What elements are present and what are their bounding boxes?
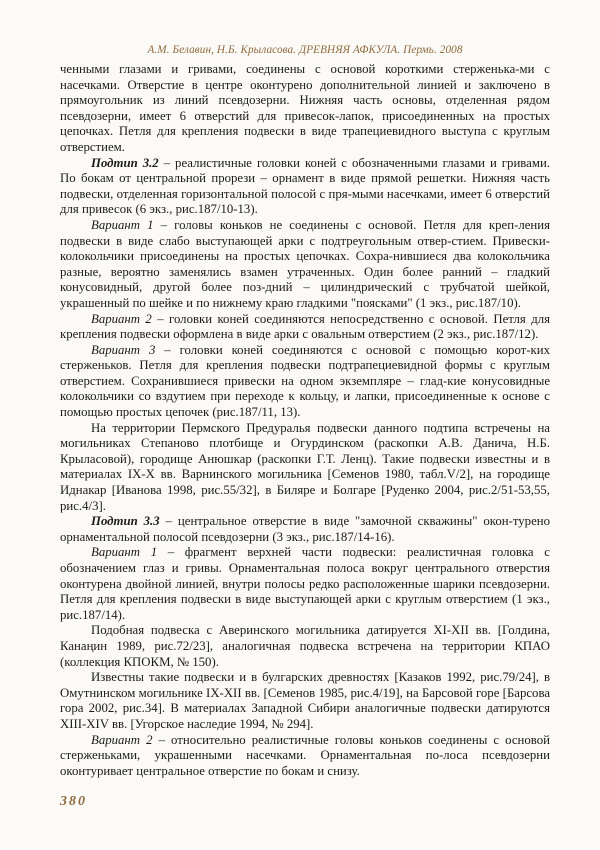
variant-heading: Вариант 2 xyxy=(91,732,153,747)
variant-heading: Вариант 2 xyxy=(91,311,152,326)
paragraph: На территории Пермского Предуралья подвески данного подтипа встречены на могильниках Степаново плотбище и Огурдинском (раскопки А.В. Данича, Н.Б. Крыласовой), городище Анюшкар (раскопки Г.Т. Ленц). Такие подвески известны и в материалах IX-X вв. Варнинского могильника [Семенов 1980, табл.V/2], на городище Иднакар [Иванова 1998, рис.55/32], в Билярe и Болгаре [Руденко 2004, рис.2/51-53,55, рис.4/3]. xyxy=(60,420,550,513)
subtype-heading: Подтип 3.3 xyxy=(91,514,160,529)
subtype-heading: Подтип 3.2 xyxy=(91,155,159,170)
paragraph-variant: Вариант 2 – относительно реалистичные головы коньков соединены с основой стерженьками, украшенными насечками. Орнаментальная по-лоса псевдозерни оконтуривает центральное отверстие по бокам и снизу. xyxy=(60,732,550,778)
paragraph-variant: Вариант 1 – фрагмент верхней части подвески: реалистичная головка с обозначением глаз и гривы. Орнаментальная полоса вокруг центрального отверстия оконтурена двойной линией, внутри полосы редко расположенные шарики псевдозерни. Петля для крепления подвески в виде выступающей арки с круглым отверстием (1 экз., рис.187/14). xyxy=(60,545,550,622)
paragraph-variant: Вариант 2 – головки коней соединяются непосредственно с основой. Петля для крепления подвески оформлена в виде арки с овальным отверстием (2 экз., рис.187/12). xyxy=(60,311,550,342)
paragraph-variant: Вариант 3 – головки коней соединяются с основой с помощью корот-ких стерженьков. Петля для крепления подвески подтрапециевидной формы с круглым отверстием. Сохранившиеся привески на одном экземпляре – глад-кие конусовидные колокольчики со вздутием при переходе к кольцу, и лапки, присоединенные к основе с помощью простых цепочек (рис.187/11, 13). xyxy=(60,342,550,420)
page-number: 380 xyxy=(60,794,87,809)
variant-heading: Вариант 1 xyxy=(91,545,158,560)
body-text xyxy=(60,62,550,779)
paragraph: ченными глазами и гривами, соединены с основой короткими стерженька-ми с насечками. Отверстие в центре оконтурено дополнительной линией и заключено в прямоугольник из линий псевдозерни. Нижняя часть основы, отделенная рядом псевдозерни, имеет 6 отверстий для привесок-лапок, присоединенных на простых цепочках. Петля для крепления подвески в виде трапециевидного выступа с круглым отверстием. xyxy=(60,62,550,154)
paragraph: Подобная подвеска с Аверинского могильника датируется XI-XII вв. [Голдина, Канаңин 1989, рис.72/23], аналогичная подвеска встречена на территории КПАО (коллекция КПОКМ, № 150). xyxy=(60,623,550,669)
paragraph-subtype-3-2: Подтип 3.2 – реалистичные головки коней с обозначенными глазами и гривами. По бокам от центральной прорези – орнамент в виде прямой решетки. Нижняя часть подвески, отделенная горизонтальной полосой с пря-мыми насечками, имеет 6 отверстий для привесок (6 экз., рис.187/10-13). xyxy=(60,155,550,217)
paragraph: Известны такие подвески и в булгарских древностях [Казаков 1992, рис.79/24], в Омутнинском могильнике IX-XII вв. [Семенов 1985, рис.4/19], на Барсовой горе [Барсова гора 2002, рис.34]. В материалах Западной Сибири аналогичные подвески датируются XIII-XIV вв. [Угорское наследие 1994, № 294]. xyxy=(60,670,550,731)
variant-heading: Вариант 3 xyxy=(91,342,156,357)
running-header: А.М. Белавин, Н.Б. Крыласова. ДРЕВНЯЯ АФКУЛА. Пермь. 2008 xyxy=(147,44,463,56)
paragraph-subtype-3-3: Подтип 3.3 – центральное отверстие в виде "замочной скважины" окон-турено орнаментальной полосой псевдозерни (3 экз., рис.187/14-16). xyxy=(60,514,550,544)
variant-heading: Вариант 1 xyxy=(91,217,154,232)
paragraph-variant: Вариант 1 – головы коньков не соединены с основой. Петля для креп-ления подвески в виде слабо выступающей арки с подтреугольным отвер-стием. Привески-колокольчики присоединены на простых цепочках. Сохра-нившиеся два колокольчика разные, вероятно заменялись взамен утраченных. Один более ранний – гладкий конусовидный, другой более поз-дний – цилиндрический с трубчатой шейкой, украшенный по шейке и по нижнему краю гладкими "поясками" (1 экз., рис.187/10). xyxy=(60,217,550,310)
